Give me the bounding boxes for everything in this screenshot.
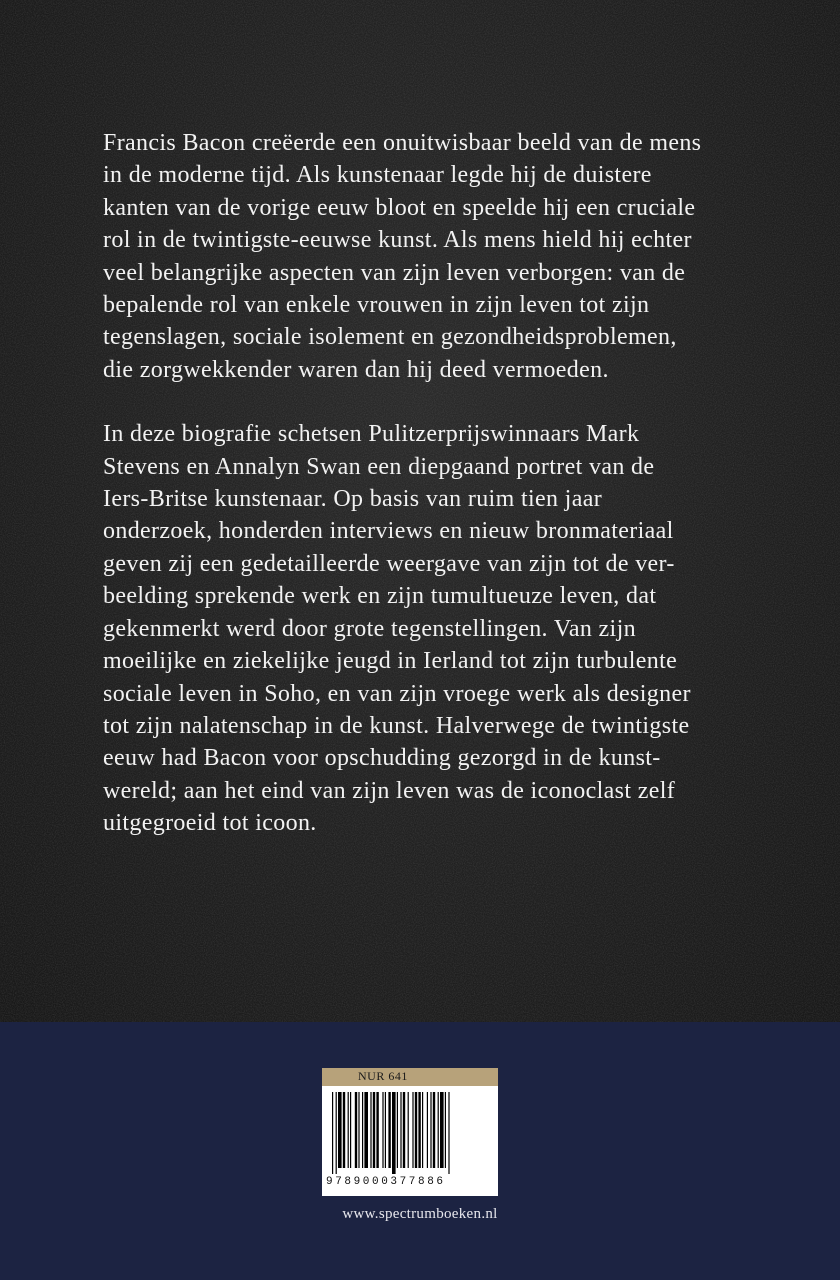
blurb-text	[103, 127, 823, 840]
barcode-bar	[427, 1092, 428, 1168]
barcode-bar	[438, 1092, 439, 1168]
barcode-bar	[448, 1092, 449, 1174]
barcode-bar	[373, 1092, 375, 1168]
barcode-bar	[338, 1092, 342, 1168]
barcode-bar	[370, 1092, 371, 1168]
isbn-number: 9789000377886	[326, 1176, 446, 1188]
blurb-line: tot zijn nalatenschap in de kunst. Halverwege de twintigste	[103, 712, 690, 739]
blurb-line: wereld; aan het eind van zijn leven was de iconoclast zelf	[103, 777, 676, 804]
blurb-line: onderzoek, honderden interviews en nieuw bronmateriaal	[103, 518, 674, 545]
barcode-bar	[403, 1092, 405, 1168]
barcode-bar	[418, 1092, 420, 1168]
blurb-line: moeilijke en ziekelijke jeugd in Ierland tot zijn turbulente	[103, 648, 678, 675]
barcode-bar	[336, 1092, 337, 1174]
blurb-line: geven zij een gedetailleerde weergave van zijn tot de ver-	[103, 550, 675, 577]
blurb-line: die zorgwekkender waren dan hij deed vermoeden.	[103, 356, 609, 383]
barcode-bar	[430, 1092, 431, 1168]
blurb-line: Iers-Britse kunstenaar. Op basis van ruim tien jaar	[103, 486, 603, 513]
blurb-line: tegenslagen, sociale isolement en gezondheidsproblemen,	[103, 324, 677, 351]
barcode-bar	[415, 1092, 417, 1168]
blurb-line: in de moderne tijd. Als kunstenaar legde hij de duistere	[103, 162, 652, 189]
barcode-bar	[397, 1092, 398, 1168]
blurb-paragraph-2	[103, 418, 823, 839]
barcode-bar	[400, 1092, 401, 1168]
blurb-line: veel belangrijke aspecten van zijn leven verborgen: van de	[103, 259, 686, 286]
blurb-line: bepalende rol van enkele vrouwen in zijn leven tot zijn	[103, 292, 650, 319]
barcode-bar	[412, 1092, 413, 1168]
barcode-bar	[348, 1092, 349, 1168]
barcode-bar	[440, 1092, 444, 1168]
barcode-bar	[408, 1092, 409, 1168]
nur-strip	[322, 1068, 498, 1086]
barcode-bar	[350, 1092, 351, 1168]
blurb-line: rol in de twintigste-eeuwse kunst. Als mens hield hij echter	[103, 227, 692, 254]
barcode-bar	[392, 1092, 396, 1174]
barcode-bar	[385, 1092, 386, 1168]
barcode-bar	[332, 1092, 333, 1174]
blurb-line: kanten van de vorige eeuw bloot en speelde hij een cruciale	[103, 194, 696, 221]
blurb-line: Stevens en Annalyn Swan een diepgaand portret van de	[103, 453, 655, 480]
blurb-line: In deze biografie schetsen Pulitzerprijswinnaars Mark	[103, 421, 640, 448]
blurb-line: sociale leven in Soho, en van zijn vroege werk als designer	[103, 680, 691, 707]
blurb-line: beelding sprekende werk en zijn tumultueuze leven, dat	[103, 583, 657, 610]
barcode-bar	[362, 1092, 363, 1168]
blurb-line: uitgegroeid tot icoon.	[103, 810, 317, 837]
barcode-bar	[445, 1092, 446, 1168]
barcode-bar	[376, 1092, 378, 1168]
barcode-bar	[433, 1092, 435, 1168]
barcode-bar	[343, 1092, 345, 1168]
barcode-bar	[422, 1092, 423, 1168]
barcode-bar	[364, 1092, 368, 1168]
blurb-line: Francis Bacon creëerde een onuitwisbaar beeld van de mens	[103, 130, 702, 156]
blurb-line: gekenmerkt werd door grote tegenstellingen. Van zijn	[103, 615, 636, 642]
barcode-bars	[332, 1092, 488, 1174]
publisher-website: www.spectrumboeken.nl	[342, 1206, 498, 1222]
barcode-label	[322, 1068, 498, 1196]
barcode-bar	[355, 1092, 357, 1168]
blurb-line: eeuw had Bacon voor opschudding gezorgd in de kunst-	[103, 745, 661, 772]
barcode-bar	[382, 1092, 383, 1168]
nur-code: NUR 641	[358, 1069, 408, 1083]
barcode-bar	[388, 1092, 390, 1168]
barcode-bar	[358, 1092, 359, 1168]
blurb-paragraph-1	[103, 127, 823, 386]
